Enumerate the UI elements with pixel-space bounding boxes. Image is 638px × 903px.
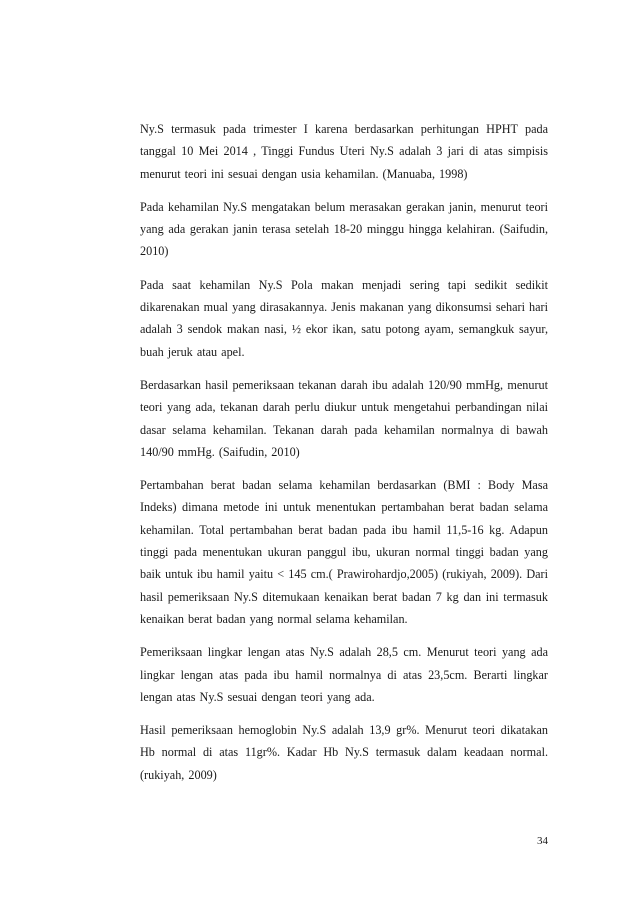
paragraph-gestational-age: Ny.S termasuk pada trimester I karena berdasarkan perhitungan HPHT pada tanggal 10 Mei 2014 , Tinggi Fundus Uteri Ny.S adalah 3 jari di atas simpisis menurut teori ini sesuai dengan usia kehamilan. (Manuaba, 1998) — [140, 122, 548, 181]
paragraph-weight-gain: Pertambahan berat badan selama kehamilan berdasarkan (BMI : Body Masa Indeks) dimana metode ini untuk menentukan pertambahan berat badan selama kehamilan. Total pertambahan berat badan pada ibu hamil 11,5-16 kg. Adapun tinggi pada menentukan ukuran panggul ibu, ukuran normal tinggi badan yang baik untuk ibu hamil yaitu < 145 cm.( Prawirohardjo,2005) (rukiyah, 2009). Dari hasil pemeriksaan Ny.S ditemukaan kenaikan berat badan 7 kg dan ini termasuk kenaikan berat badan yang normal selama kehamilan. — [140, 478, 548, 626]
document-body — [140, 118, 548, 786]
page-number: 34 — [537, 835, 548, 847]
paragraph-hemoglobin: Hasil pemeriksaan hemoglobin Ny.S adalah 13,9 gr%. Menurut teori dikatakan Hb normal di atas 11gr%. Kadar Hb Ny.S termasuk dalam keadaan normal. (rukiyah, 2009) — [140, 723, 548, 782]
paragraph-diet-pattern: Pada saat kehamilan Ny.S Pola makan menjadi sering tapi sedikit sedikit dikarenakan mual yang dirasakannya. Jenis makanan yang dikonsumsi sehari hari adalah 3 sendok makan nasi, ½ ekor ikan, satu potong ayam, semangkuk sayur, buah jeruk atau apel. — [140, 277, 548, 359]
paragraph-upper-arm-circumference: Pemeriksaan lingkar lengan atas Ny.S adalah 28,5 cm. Menurut teori yang ada lingkar lengan atas pada ibu hamil normalnya di atas 23,5cm. Berarti lingkar lengan atas Ny.S sesuai dengan teori yang ada. — [140, 645, 548, 704]
paragraph-blood-pressure: Berdasarkan hasil pemeriksaan tekanan darah ibu adalah 120/90 mmHg, menurut teori yang ada, tekanan darah perlu diukur untuk mengetahui perbandingan nilai dasar selama kehamilan. Tekanan darah pada kehamilan normalnya di bawah 140/90 mmHg. (Saifudin, 2010) — [140, 377, 548, 459]
paragraph-fetal-movement: Pada kehamilan Ny.S mengatakan belum merasakan gerakan janin, menurut teori yang ada gerakan janin terasa setelah 18-20 minggu hingga kelahiran. (Saifudin, 2010) — [140, 199, 548, 259]
